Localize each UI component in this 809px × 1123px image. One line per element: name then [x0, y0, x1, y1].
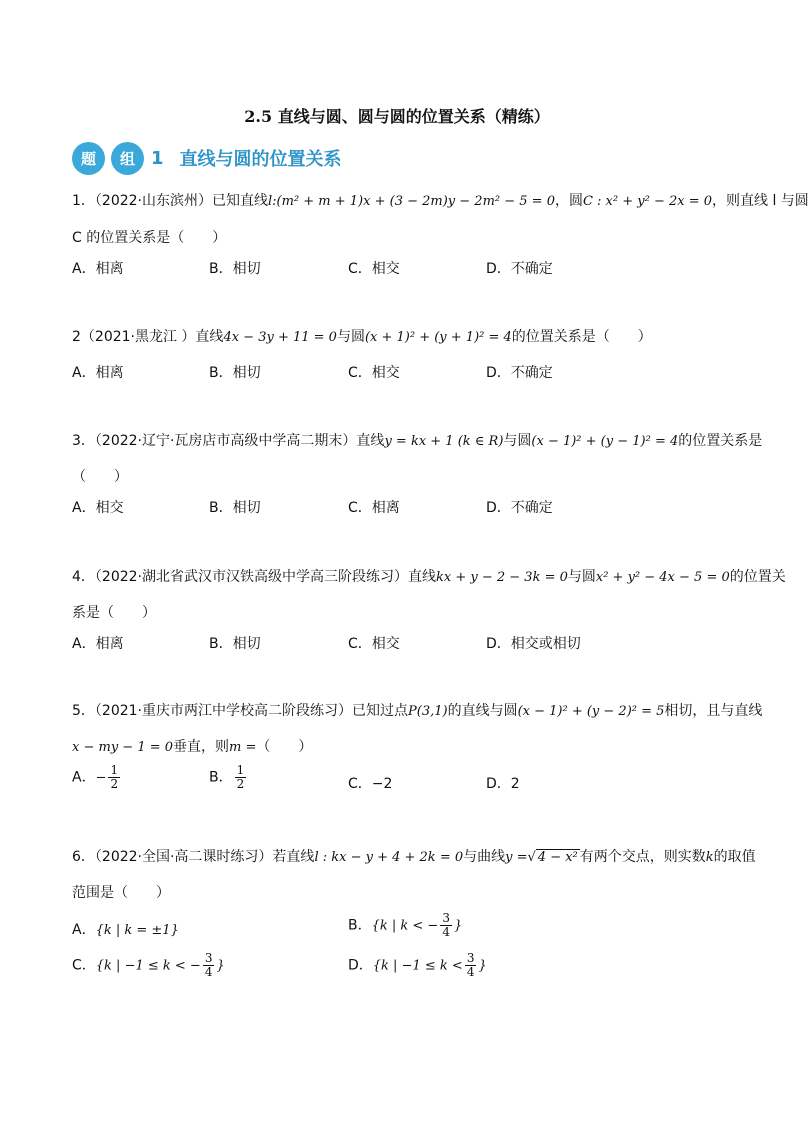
q5-point: P(3,1)	[408, 704, 448, 719]
q5-option-d[interactable]: D．2	[486, 776, 520, 792]
q4-suffix: 的位置关	[729, 569, 786, 585]
q6-prefix: 6．（2022·全国·高二课时练习）若直线	[72, 849, 315, 865]
q2-suffix: 的位置关系是（ ）	[511, 329, 652, 345]
section-badge-ti: 题	[72, 142, 105, 175]
q4-option-b[interactable]: B．相切	[209, 636, 261, 652]
q5-option-a-denominator: 2	[110, 777, 119, 791]
q2-option-b[interactable]: B．相切	[209, 365, 261, 381]
q3-suffix: 的位置关系是	[678, 433, 763, 449]
q5-end: （ ）	[256, 739, 313, 755]
question-3-line-1	[72, 430, 762, 450]
q5-mid: 的直线与圆	[447, 703, 518, 719]
question-5-line-1	[72, 700, 762, 720]
question-5-line-2	[72, 736, 312, 756]
question-4-line-1	[72, 566, 786, 586]
q4-mid: 与圆	[567, 569, 596, 585]
q6-option-d-label: D．	[348, 957, 373, 974]
q5-option-a-numerator: 1	[110, 763, 119, 777]
section-number: 1	[151, 147, 164, 169]
q3-prefix: 3．（2022·辽宁·瓦房店市高级中学高二期末）直线	[72, 433, 385, 449]
q4-option-a[interactable]: A．相离	[72, 636, 124, 652]
q2-line-equation: 4x − 3y + 11 = 0	[223, 330, 337, 345]
q5-line-equation: x − my − 1 = 0	[72, 740, 174, 755]
q5-option-b[interactable]	[209, 764, 248, 791]
q5-option-b-fraction	[235, 764, 247, 791]
q6-option-a[interactable]	[72, 919, 179, 939]
q5-suffix: 相切，且与直线	[664, 703, 763, 719]
q2-option-a[interactable]: A．相离	[72, 365, 124, 381]
q6-option-d-numerator: 3	[466, 951, 475, 965]
q6-option-d-denominator: 4	[466, 965, 475, 979]
q6-curve-lhs: y =	[505, 850, 528, 865]
q6-option-c-fraction	[203, 952, 215, 979]
q6-option-b-denominator: 4	[442, 925, 450, 939]
q5-option-a[interactable]	[72, 764, 122, 791]
q3-option-d[interactable]: D．不确定	[486, 500, 553, 516]
q2-option-d[interactable]: D．不确定	[486, 365, 553, 381]
q2-prefix: 2（2021·黑龙江 ）直线	[72, 329, 224, 345]
q5-option-a-label: A．	[72, 769, 96, 786]
q6-curve-radicand: 4 − x²	[537, 850, 578, 865]
q4-circle-equation: x² + y² − 4x − 5 = 0	[595, 570, 730, 585]
section-badge-zu: 组	[111, 142, 144, 175]
question-4-line-2: 系是（ ）	[72, 605, 156, 621]
q1-option-b[interactable]: B．相切	[209, 261, 261, 277]
q3-option-b[interactable]: B．相切	[209, 500, 261, 516]
q3-circle-equation: (x − 1)² + (y − 1)² = 4	[531, 434, 679, 449]
q6-option-d-math: {k | −1 ≤ k <	[372, 958, 463, 974]
question-6-line-2: 范围是（ ）	[72, 885, 170, 901]
q5-option-a-fraction	[108, 764, 120, 791]
q2-mid: 与圆	[336, 329, 365, 345]
question-3-line-2: （ ）	[72, 469, 128, 485]
page-title: 2.5 直线与圆、圆与圆的位置关系（精练）	[244, 107, 550, 126]
q6-option-c-math: {k | −1 ≤ k < −	[95, 958, 201, 974]
q4-option-d[interactable]: D．相交或相切	[486, 636, 581, 652]
q1-suffix: ，则直线 l 与圆	[712, 193, 809, 209]
q2-option-c[interactable]: C．相交	[348, 365, 400, 381]
question-6-line-1	[72, 846, 756, 866]
q5-text: 垂直，则	[173, 739, 230, 755]
question-2-line-1	[72, 326, 652, 346]
q6-curve-sqrt: √ 4 − x²	[527, 850, 578, 865]
q1-circle-equation: C : x² + y² − 2x = 0	[582, 194, 713, 209]
q6-suffix: 有两个交点，则实数	[579, 849, 706, 865]
q5-option-b-numerator: 1	[236, 763, 245, 777]
q6-suffix2: 的取值	[713, 849, 756, 865]
q2-circle-equation: (x + 1)² + (y + 1)² = 4	[364, 330, 512, 345]
q6-option-b-label: B．	[348, 917, 372, 934]
section-title: 直线与圆的位置关系	[179, 149, 342, 170]
q3-option-c[interactable]: C．相离	[348, 500, 400, 516]
q6-option-d-end: }	[478, 958, 487, 974]
q6-option-c-end: }	[216, 958, 225, 974]
q6-option-a-label: A．	[72, 922, 96, 938]
q6-line-equation: l : kx − y + 4 + 2k = 0	[314, 850, 464, 865]
section-header	[72, 140, 342, 176]
q6-option-c-denominator: 4	[204, 965, 213, 979]
q1-option-a[interactable]: A．相离	[72, 261, 124, 277]
q3-option-a[interactable]: A．相交	[72, 500, 124, 516]
q6-option-b-end: }	[453, 918, 463, 934]
q1-line-equation: l:(m² + m + 1)x + (3 − 2m)y − 2m² − 5 = 0	[268, 194, 555, 209]
q5-var: m =	[229, 740, 257, 755]
q6-option-b-numerator: 3	[442, 911, 450, 925]
q3-line-equation: y = kx + 1 (k ∈ R)	[384, 434, 504, 449]
q6-mid: 与曲线	[463, 849, 506, 865]
q6-option-b-math: {k | k < −	[371, 918, 439, 934]
q5-option-a-sign: −	[95, 770, 107, 786]
q1-mid: ，圆	[554, 193, 583, 209]
q6-option-c-numerator: 3	[204, 951, 213, 965]
question-1-line-2: C 的位置关系是（ ）	[72, 230, 227, 246]
q6-option-c-label: C．	[72, 957, 96, 974]
q1-option-c[interactable]: C．相交	[348, 261, 400, 277]
q5-circle-equation: (x − 1)² + (y − 2)² = 5	[517, 704, 665, 719]
q6-var: k	[705, 850, 714, 865]
q6-option-b-fraction	[440, 912, 452, 939]
q6-option-d-fraction	[465, 952, 477, 979]
q1-prefix: 1．（2022·山东滨州）已知直线	[72, 193, 268, 209]
q4-line-equation: kx + y − 2 − 3k = 0	[436, 570, 568, 585]
q5-option-b-denominator: 2	[236, 777, 245, 791]
q3-mid: 与圆	[503, 433, 532, 449]
q5-prefix: 5．（2021·重庆市两江中学校高二阶段练习）已知过点	[72, 703, 408, 719]
q4-prefix: 4．（2022·湖北省武汉市汉铁高级中学高三阶段练习）直线	[72, 569, 436, 585]
q6-option-b[interactable]	[348, 912, 462, 939]
q5-option-b-label: B．	[209, 769, 233, 786]
q1-option-d[interactable]: D．不确定	[486, 261, 553, 277]
q6-option-a-math: {k | k = ±1}	[95, 923, 179, 938]
q4-option-c[interactable]: C．相交	[348, 636, 400, 652]
q6-option-c[interactable]	[72, 952, 225, 979]
q6-option-d[interactable]	[348, 952, 487, 979]
question-1-line-1	[72, 190, 809, 210]
q5-option-c[interactable]: C．−2	[348, 776, 393, 792]
